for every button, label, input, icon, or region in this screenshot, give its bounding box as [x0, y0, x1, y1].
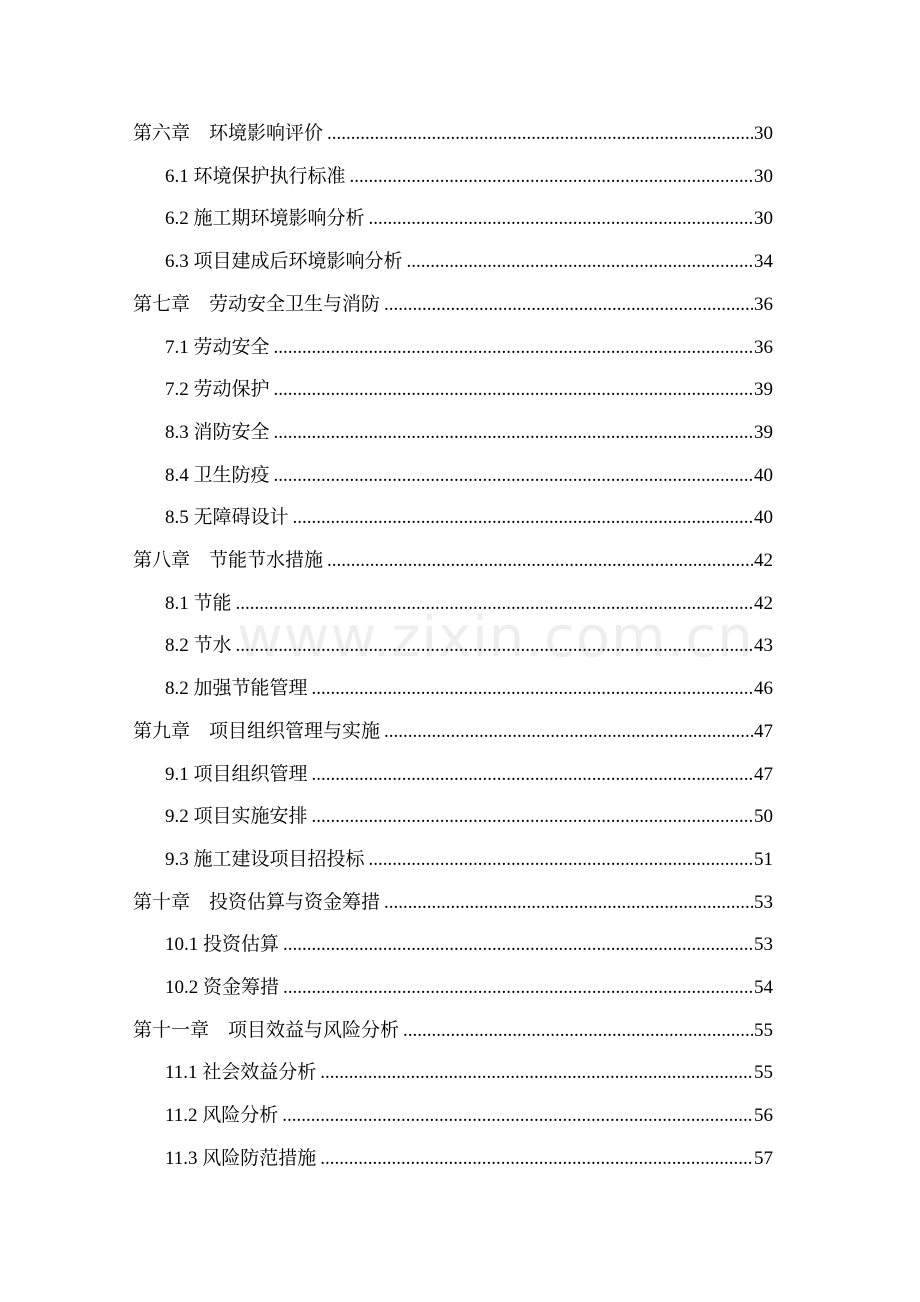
toc-page-number: 30 [754, 165, 773, 187]
toc-section-row[interactable] [165, 973, 773, 1003]
toc-section-row[interactable] [165, 418, 773, 448]
toc-entry-label: 9.1 项目组织管理 [165, 763, 308, 785]
toc-chapter-row[interactable] [133, 888, 773, 918]
toc-entry-label: 第六章 环境影响评价 [133, 123, 324, 144]
toc-section-row[interactable] [165, 333, 773, 363]
toc-dot-leader [274, 333, 753, 363]
watermark: www.zixin.com.cn [237, 605, 754, 670]
toc-dot-leader [320, 1058, 753, 1088]
toc-entry-label: 7.1 劳动安全 [165, 336, 270, 358]
toc-page-number: 53 [754, 891, 773, 913]
toc-dot-leader [283, 930, 753, 960]
toc-dot-leader [327, 546, 753, 576]
toc-dot-leader [283, 973, 753, 1003]
toc-entry-label: 第九章 项目组织管理与实施 [133, 720, 381, 742]
toc-section-row[interactable] [165, 631, 773, 661]
toc-page-number: 30 [754, 123, 773, 144]
toc-page-number: 51 [754, 848, 773, 870]
toc-dot-leader [350, 162, 753, 192]
toc-page-number: 46 [754, 678, 773, 700]
toc-dot-leader [384, 290, 753, 320]
toc-entry-label: 9.3 施工建设项目招投标 [165, 848, 365, 870]
toc-page-number: 54 [754, 977, 773, 998]
toc-chapter-row[interactable] [133, 717, 773, 747]
toc-entry-label: 10.2 资金筹措 [165, 977, 280, 998]
toc-entry-label: 第七章 劳动安全卫生与消防 [133, 293, 381, 315]
toc-page-number: 55 [754, 1019, 773, 1041]
toc-entry-label: 8.2 节水 [165, 635, 232, 657]
toc-page-number: 55 [754, 1062, 773, 1084]
toc-dot-leader [320, 1144, 753, 1174]
toc-page-number: 34 [754, 251, 773, 273]
toc-page-number: 47 [754, 763, 773, 785]
toc-dot-leader [312, 802, 753, 832]
toc-dot-leader [274, 375, 753, 405]
toc-page-number: 39 [754, 379, 773, 401]
toc-page-number: 43 [754, 635, 773, 657]
toc-section-row[interactable] [165, 760, 773, 790]
toc-page-number: 42 [754, 550, 773, 571]
toc-section-row[interactable] [165, 930, 773, 960]
toc-page-number: 47 [754, 720, 773, 742]
toc-entry-label: 6.1 环境保护执行标准 [165, 165, 346, 187]
toc-dot-leader [312, 760, 753, 790]
toc-section-row[interactable] [165, 1101, 773, 1131]
toc-entry-label: 7.2 劳动保护 [165, 379, 270, 401]
toc-page-number: 56 [754, 1105, 773, 1127]
toc-dot-leader [403, 1016, 753, 1046]
toc-section-row[interactable] [165, 375, 773, 405]
toc-entry-label: 第八章 节能节水措施 [133, 550, 324, 571]
toc-entry-label: 11.1 社会效益分析 [165, 1062, 317, 1084]
toc-dot-leader [282, 1101, 753, 1131]
toc-page-number: 50 [754, 806, 773, 828]
toc-page-number: 40 [754, 464, 773, 486]
toc-dot-leader [312, 674, 753, 704]
toc-entry-label: 8.2 加强节能管理 [165, 678, 308, 700]
toc-entry-label: 6.3 项目建成后环境影响分析 [165, 251, 403, 273]
toc-section-row[interactable] [165, 802, 773, 832]
toc-entry-label: 11.2 风险分析 [165, 1105, 279, 1127]
toc-section-row[interactable] [165, 674, 773, 704]
toc-entry-label: 第十一章 项目效益与风险分析 [133, 1019, 400, 1041]
toc-dot-leader [327, 119, 753, 149]
toc-page-number: 42 [754, 592, 773, 614]
toc-entry-label: 6.2 施工期环境影响分析 [165, 208, 365, 230]
toc-dot-leader [274, 461, 753, 491]
toc-page-number: 57 [754, 1147, 773, 1169]
toc-section-row[interactable] [165, 589, 773, 619]
toc-page-number: 40 [754, 507, 773, 529]
toc-dot-leader [407, 247, 753, 277]
toc-section-row[interactable] [165, 1058, 773, 1088]
toc-page-number: 53 [754, 934, 773, 956]
toc-page-number: 39 [754, 421, 773, 443]
toc-section-row[interactable] [165, 503, 773, 533]
toc-entry-label: 8.1 节能 [165, 592, 232, 614]
toc-dot-leader [384, 888, 753, 918]
toc-page-number: 36 [754, 293, 773, 315]
toc-dot-leader [236, 631, 753, 661]
toc-dot-leader [236, 589, 753, 619]
toc-page-number: 30 [754, 208, 773, 230]
toc-page-number: 36 [754, 336, 773, 358]
toc-section-row[interactable] [165, 845, 773, 875]
toc-chapter-row[interactable] [133, 546, 773, 576]
toc-entry-label: 8.4 卫生防疫 [165, 464, 270, 486]
toc-dot-leader [274, 418, 753, 448]
toc-dot-leader [293, 503, 753, 533]
toc-entry-label: 11.3 风险防范措施 [165, 1147, 317, 1169]
toc-chapter-row[interactable] [133, 1016, 773, 1046]
toc-chapter-row[interactable] [133, 290, 773, 320]
toc-section-row[interactable] [165, 247, 773, 277]
toc-section-row[interactable] [165, 1144, 773, 1174]
toc-section-row[interactable] [165, 162, 773, 192]
toc-entry-label: 10.1 投资估算 [165, 934, 280, 956]
toc-chapter-row[interactable] [133, 119, 773, 149]
toc-section-row[interactable] [165, 461, 773, 491]
toc-entry-label: 8.3 消防安全 [165, 421, 270, 443]
toc-dot-leader [369, 845, 753, 875]
toc-entry-label: 8.5 无障碍设计 [165, 507, 289, 529]
toc-dot-leader [384, 717, 753, 747]
toc-dot-leader [369, 204, 753, 234]
toc-entry-label: 9.2 项目实施安排 [165, 806, 308, 828]
toc-section-row[interactable] [165, 204, 773, 234]
toc-entry-label: 第十章 投资估算与资金筹措 [133, 891, 381, 913]
